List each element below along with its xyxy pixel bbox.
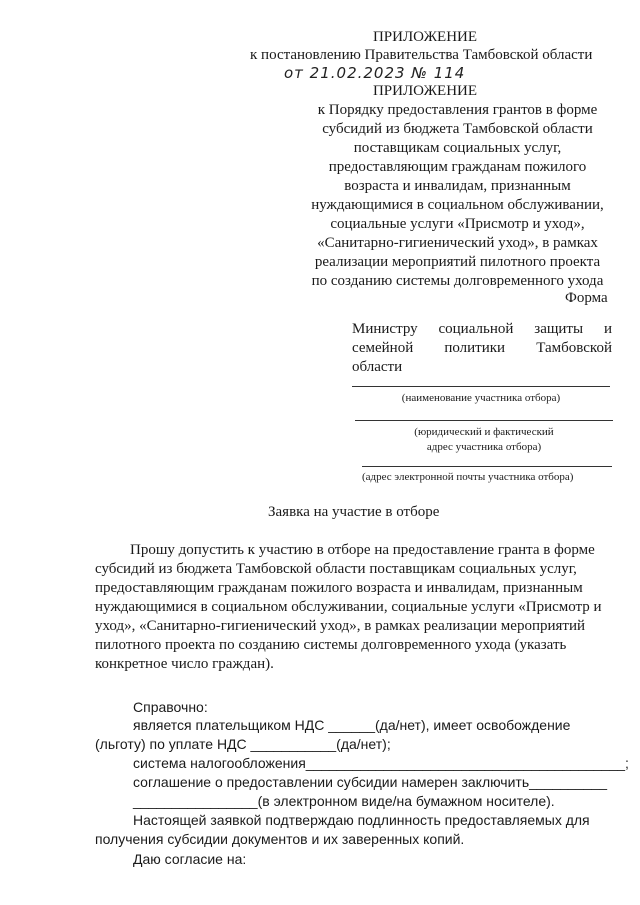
- confirm-line-1: Настоящей заявкой подтверждаю подлинность предоставляемых для: [133, 812, 590, 828]
- addressee-line-1: [352, 320, 612, 339]
- request-line: пилотного проекта по созданию системы долговременного ухода (указать: [95, 637, 567, 653]
- participant-name-caption: (наименование участника отбора): [401, 392, 561, 404]
- addressee-word: защиты: [534, 321, 584, 337]
- decree-reference: к постановлению Правительства Тамбовской области: [250, 47, 593, 63]
- participant-address-caption-2: адрес участника отбора): [426, 441, 542, 453]
- handwritten-date-number: от 21.02.2023 № 114: [284, 64, 466, 82]
- vat-line-2: (льготу) по уплате НДС ___________(да/нет);: [95, 736, 391, 752]
- request-line-last: конкретное число граждан).: [95, 656, 274, 672]
- tax-system-line: система налогообложения_________________________________________;: [133, 755, 629, 771]
- order-line: нуждающимися в социальном обслуживании,: [311, 197, 604, 213]
- order-line: поставщикам социальных услуг,: [353, 140, 562, 156]
- participant-email-line: [362, 466, 612, 467]
- request-line: нуждающимися в социальном обслуживании, социальные услуги «Присмотр и: [95, 599, 602, 615]
- participant-email-caption: (адрес электронной почты участника отбора): [362, 471, 574, 483]
- participant-name-line: [352, 386, 610, 387]
- consent-line: Даю согласие на:: [133, 851, 247, 867]
- agreement-line-2: ________________(в электронном виде/на бумажном носителе).: [133, 793, 555, 809]
- addressee-word: семейной: [352, 340, 414, 356]
- order-reference: [290, 101, 625, 291]
- order-line: социальные услуги «Присмотр и уход»,: [330, 216, 585, 232]
- addressee-word: социальной: [438, 321, 514, 337]
- addressee-word: и: [603, 321, 612, 337]
- form-label: Форма: [565, 290, 608, 306]
- addressee-line-2: [352, 339, 612, 358]
- order-line: предоставляющим гражданам пожилого: [328, 159, 587, 175]
- confirm-line-2: получения субсидии документов и их заверенных копий.: [95, 831, 465, 847]
- appendix-heading-1: ПРИЛОЖЕНИЕ: [372, 29, 478, 45]
- addressee-line-3: области: [352, 359, 403, 375]
- participant-address-caption-1: (юридический и фактический: [414, 426, 554, 438]
- request-line: субсидий из бюджета Тамбовской области поставщикам социальных услуг,: [95, 561, 577, 577]
- order-line: по созданию системы долговременного ухода: [311, 273, 604, 289]
- vat-line-1: является плательщиком НДС ______(да/нет), имеет освобождение: [133, 717, 571, 733]
- request-line: предоставляющим гражданам пожилого возраста и инвалидам, признанным: [95, 580, 583, 596]
- request-line: уход», «Санитарно-гигиенический уход», в рамках реализации мероприятий: [95, 618, 586, 634]
- order-line: реализации мероприятий пилотного проекта: [314, 254, 601, 270]
- addressee-word: политики: [444, 340, 506, 356]
- addressee-word: Министру: [352, 321, 418, 337]
- appendix-heading-2: ПРИЛОЖЕНИЕ: [372, 83, 478, 99]
- order-line: к Порядку предоставления грантов в форме: [317, 102, 598, 118]
- request-line: Прошу допустить к участию в отборе на предоставление гранта в форме: [130, 542, 595, 558]
- order-line: возраста и инвалидам, признанным: [344, 178, 571, 194]
- addressee-word: Тамбовской: [536, 340, 612, 356]
- document-title: Заявка на участие в отборе: [268, 504, 440, 520]
- reference-label: Справочно:: [133, 699, 208, 715]
- agreement-line-1: соглашение о предоставлении субсидии намерен заключить__________: [133, 774, 607, 790]
- order-line: субсидий из бюджета Тамбовской области: [322, 121, 593, 137]
- participant-address-line: [355, 420, 613, 421]
- order-line: «Санитарно-гигиенический уход», в рамках: [317, 235, 598, 251]
